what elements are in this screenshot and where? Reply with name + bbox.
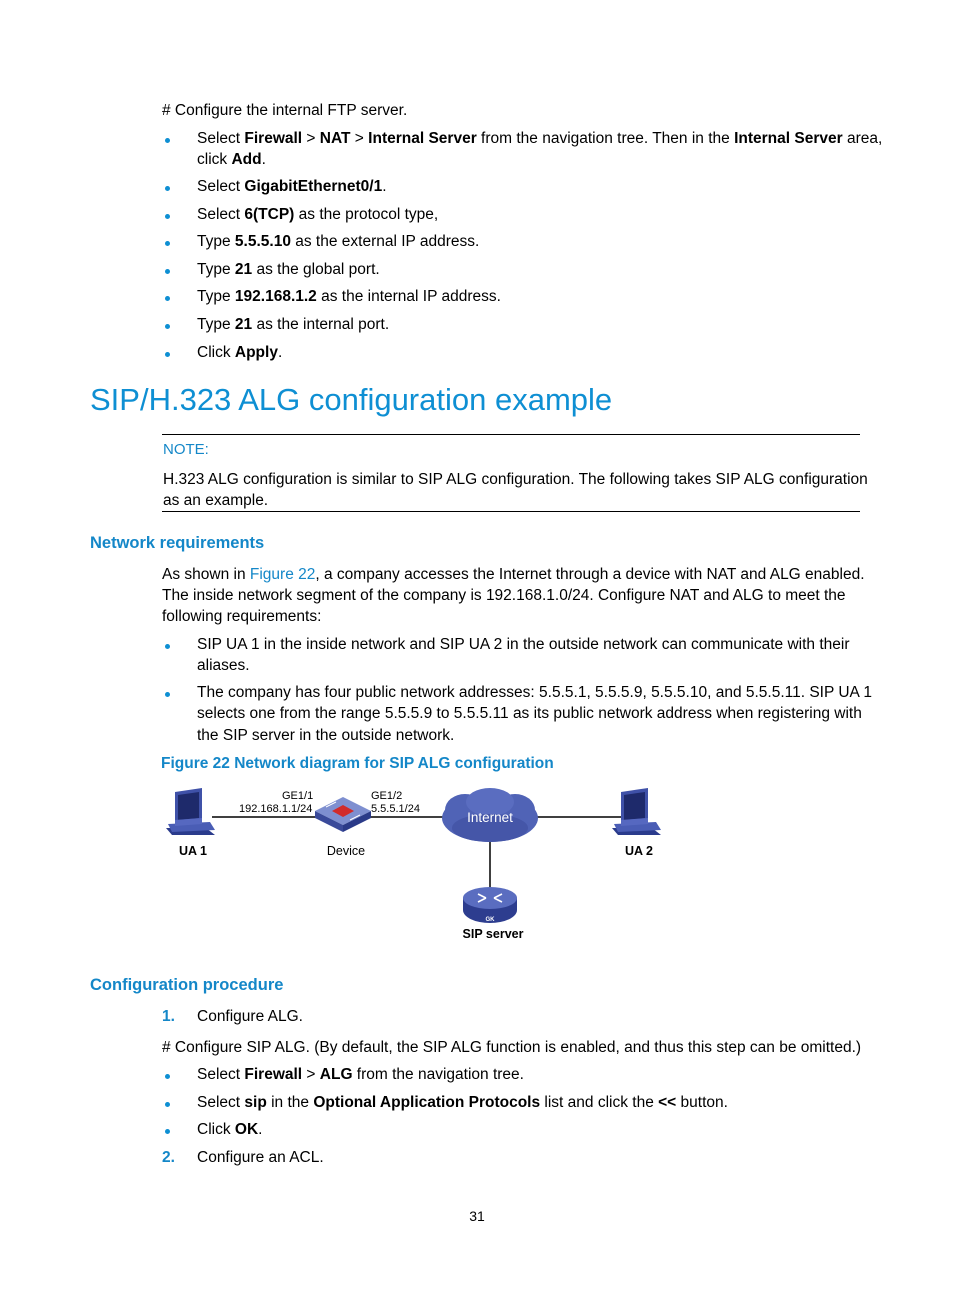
alg-step-3: Click OK. (197, 1121, 263, 1138)
bullet-marker (165, 692, 170, 697)
ftp-step-4: Type 5.5.5.10 as the external IP address. (197, 233, 480, 250)
ftp-step-2: Select GigabitEthernet0/1. (197, 178, 387, 195)
ge11-ip-label: 192.168.1.1/24 (239, 803, 313, 815)
ftp-step-7: Type 21 as the internal port. (197, 316, 390, 333)
sip-server-label: SIP server (462, 927, 524, 941)
step-2-number: 2. (162, 1149, 175, 1166)
ua2-computer-icon (612, 788, 661, 835)
bullet-marker (165, 269, 170, 274)
requirements-para-line3: following requirements: (162, 608, 322, 625)
requirements-para-line1: As shown in Figure 22, a company accesses the Internet through a device with NAT and ALG enabled. (162, 566, 865, 583)
bullet-marker (165, 324, 170, 329)
figure-caption: Figure 22 Network diagram for SIP ALG configuration (161, 755, 554, 772)
bullet-marker (165, 138, 170, 143)
step-1-number: 1. (162, 1008, 175, 1025)
ge12-ip-label: 5.5.5.1/24 (371, 803, 420, 815)
requirement-2-line3: the SIP server in the outside network. (197, 727, 455, 744)
step-1-text: Configure ALG. (197, 1008, 303, 1025)
bullet-marker (165, 1074, 170, 1079)
requirement-1-line2: aliases. (197, 657, 250, 674)
note-text-line1: H.323 ALG configuration is similar to SIP ALG configuration. The following takes SIP ALG configuration (163, 471, 868, 488)
device-label: Device (326, 844, 366, 858)
ftp-step-5: Type 21 as the global port. (197, 261, 380, 278)
bullet-marker (165, 1129, 170, 1134)
ua1-computer-icon (166, 788, 215, 835)
internet-label: Internet (467, 810, 513, 825)
bullet-marker (165, 644, 170, 649)
note-label: NOTE: (163, 441, 209, 458)
requirements-para-line2: The inside network segment of the company is 192.168.1.0/24. Configure NAT and ALG to meet the (162, 587, 846, 604)
note-top-rule (162, 434, 860, 435)
ge11-name-label: GE1/1 (282, 790, 314, 802)
bullet-marker (165, 352, 170, 357)
configuration-procedure-heading: Configuration procedure (90, 976, 284, 994)
section-title: SIP/H.323 ALG configuration example (90, 382, 613, 417)
alg-step-1: Select Firewall > ALG from the navigation tree. (197, 1066, 524, 1083)
sip-alg-comment: # Configure SIP ALG. (By default, the SIP ALG function is enabled, and thus this step can be omitted.) (162, 1039, 862, 1056)
requirement-2-line1: The company has four public network addresses: 5.5.5.1, 5.5.5.9, 5.5.5.10, and 5.5.5.11. SIP UA 1 (197, 684, 872, 701)
ftp-step-6: Type 192.168.1.2 as the internal IP address. (197, 288, 501, 305)
ua1-label: UA 1 (178, 844, 208, 858)
note-bottom-rule (162, 511, 860, 512)
bullet-marker (165, 1102, 170, 1107)
requirement-1-line1: SIP UA 1 in the inside network and SIP UA 2 in the outside network can communicate with their (197, 636, 850, 653)
ua2-label: UA 2 (624, 844, 654, 858)
ftp-step-8: Click Apply. (197, 344, 283, 361)
figure-22-link[interactable]: Figure 22 (249, 566, 316, 583)
network-requirements-heading: Network requirements (90, 534, 265, 552)
requirement-2-line2: selects one from the range 5.5.5.9 to 5.5.5.11 as its public network address when registering with (197, 705, 862, 722)
step-2-text: Configure an ACL. (197, 1149, 324, 1166)
device-firewall-icon (315, 797, 371, 832)
ftp-step-3: Select 6(TCP) as the protocol type, (197, 206, 439, 223)
alg-step-2: Select sip in the Optional Application Protocols list and click the << button. (197, 1094, 728, 1111)
gk-label: GK (485, 917, 495, 923)
ftp-step-1: Select Firewall > NAT > Internal Server from the navigation tree. Then in the Internal Server area, (197, 130, 883, 147)
bullet-marker (165, 186, 170, 191)
bullet-marker (165, 241, 170, 246)
ftp-step-1-cont: click Add. (197, 151, 266, 168)
ge12-name-label: GE1/2 (371, 790, 403, 802)
page-number: 31 (469, 1208, 485, 1224)
bullet-marker (165, 214, 170, 219)
bullet-marker (165, 296, 170, 301)
note-text-line2: as an example. (163, 492, 269, 509)
network-diagram (160, 780, 680, 950)
ftp-intro: # Configure the internal FTP server. (162, 102, 408, 119)
